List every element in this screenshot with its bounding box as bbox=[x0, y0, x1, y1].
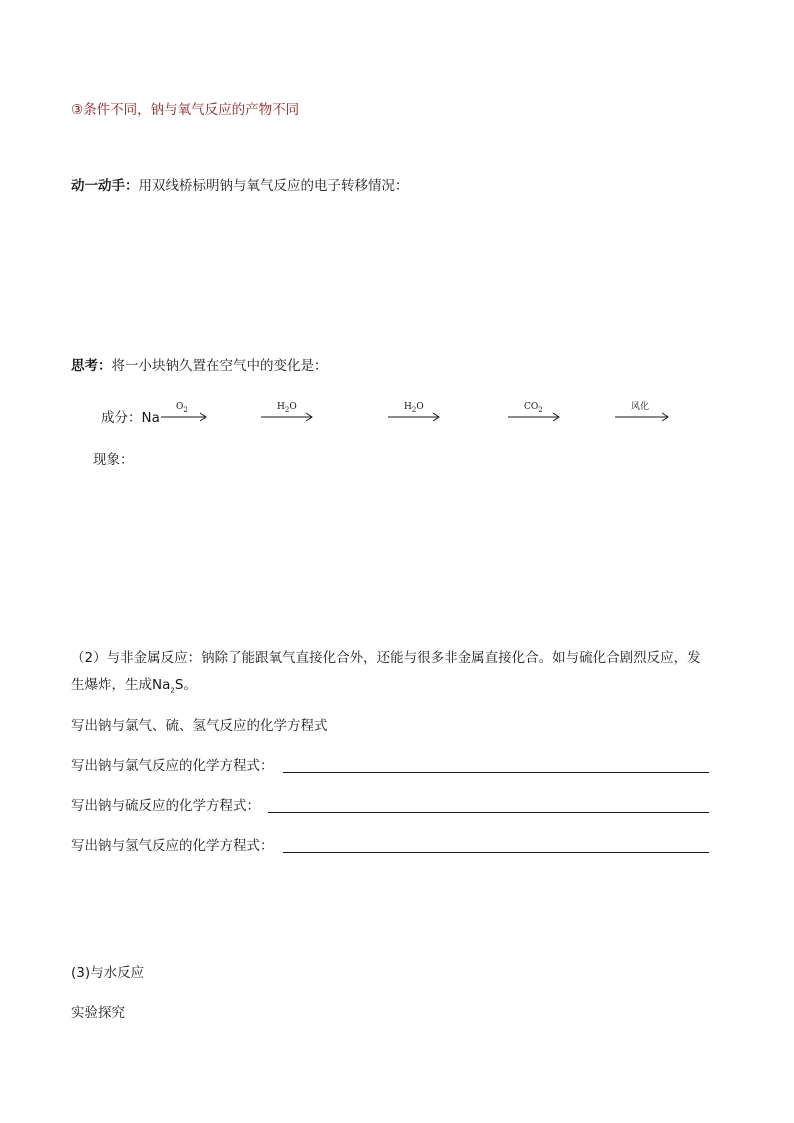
think-label: 思考： bbox=[71, 358, 112, 374]
condition-note: ③条件不同，钠与氧气反应的产物不同 bbox=[71, 102, 300, 118]
nonmetal-paragraph-line1: （2）与非金属反应：钠除了能跟氧气直接化合外，还能与很多非金属直接化合。如与硫化合剧烈反应，发 bbox=[71, 650, 701, 666]
write-hydrogen-prompt: 写出钠与氢气反应的化学方程式： bbox=[71, 838, 274, 854]
chlorine-answer-line[interactable] bbox=[283, 772, 709, 773]
phenomenon-label: 现象： bbox=[93, 452, 134, 468]
arrow-efflorescence-shape bbox=[615, 413, 669, 421]
arrow-h2o-1-label: $H_2O$ bbox=[277, 402, 297, 414]
hands-on-prompt bbox=[71, 178, 409, 194]
arrow-co2-label: $CO_2$ bbox=[524, 402, 543, 414]
arrow-h2o-1-shape bbox=[261, 413, 313, 421]
arrow-h2o-1 bbox=[261, 402, 313, 423]
arrow-h2o-2 bbox=[388, 402, 440, 423]
arrow-co2-shape bbox=[508, 413, 560, 421]
arrow-h2o-2-shape bbox=[388, 413, 440, 421]
arrow-efflorescence-label: 风化 bbox=[631, 402, 650, 412]
arrow-o2-shape bbox=[161, 413, 207, 421]
write-chlorine-prompt: 写出钠与氯气反应的化学方程式： bbox=[71, 758, 274, 774]
arrow-co2 bbox=[508, 402, 560, 423]
arrow-h2o-2-label: $H_2O$ bbox=[404, 402, 424, 414]
arrow-efflorescence bbox=[615, 402, 669, 423]
experiment-heading: 实验探究 bbox=[71, 1005, 125, 1021]
write-sulfur-prompt: 写出钠与硫反应的化学方程式： bbox=[71, 798, 260, 814]
arrow-o2 bbox=[161, 402, 207, 423]
hands-on-text: 用双线桥标明钠与氧气反应的电子转移情况： bbox=[138, 178, 409, 194]
sulfur-answer-line[interactable] bbox=[268, 812, 709, 813]
think-prompt bbox=[71, 358, 328, 374]
think-text: 将一小块钠久置在空气中的变化是： bbox=[111, 358, 328, 374]
nonmetal-paragraph-line2: 生爆炸，生成$Na_2S$。 bbox=[71, 677, 197, 695]
hydrogen-answer-line[interactable] bbox=[283, 852, 709, 853]
composition-label: 成分：Na bbox=[101, 410, 160, 426]
write-equations-title: 写出钠与氯气、硫、氢气反应的化学方程式 bbox=[71, 718, 328, 734]
arrow-o2-label: $O_2$ bbox=[176, 402, 188, 414]
hands-on-label: 动一动手： bbox=[71, 178, 139, 194]
water-reaction-heading: (3)与水反应 bbox=[71, 965, 145, 981]
